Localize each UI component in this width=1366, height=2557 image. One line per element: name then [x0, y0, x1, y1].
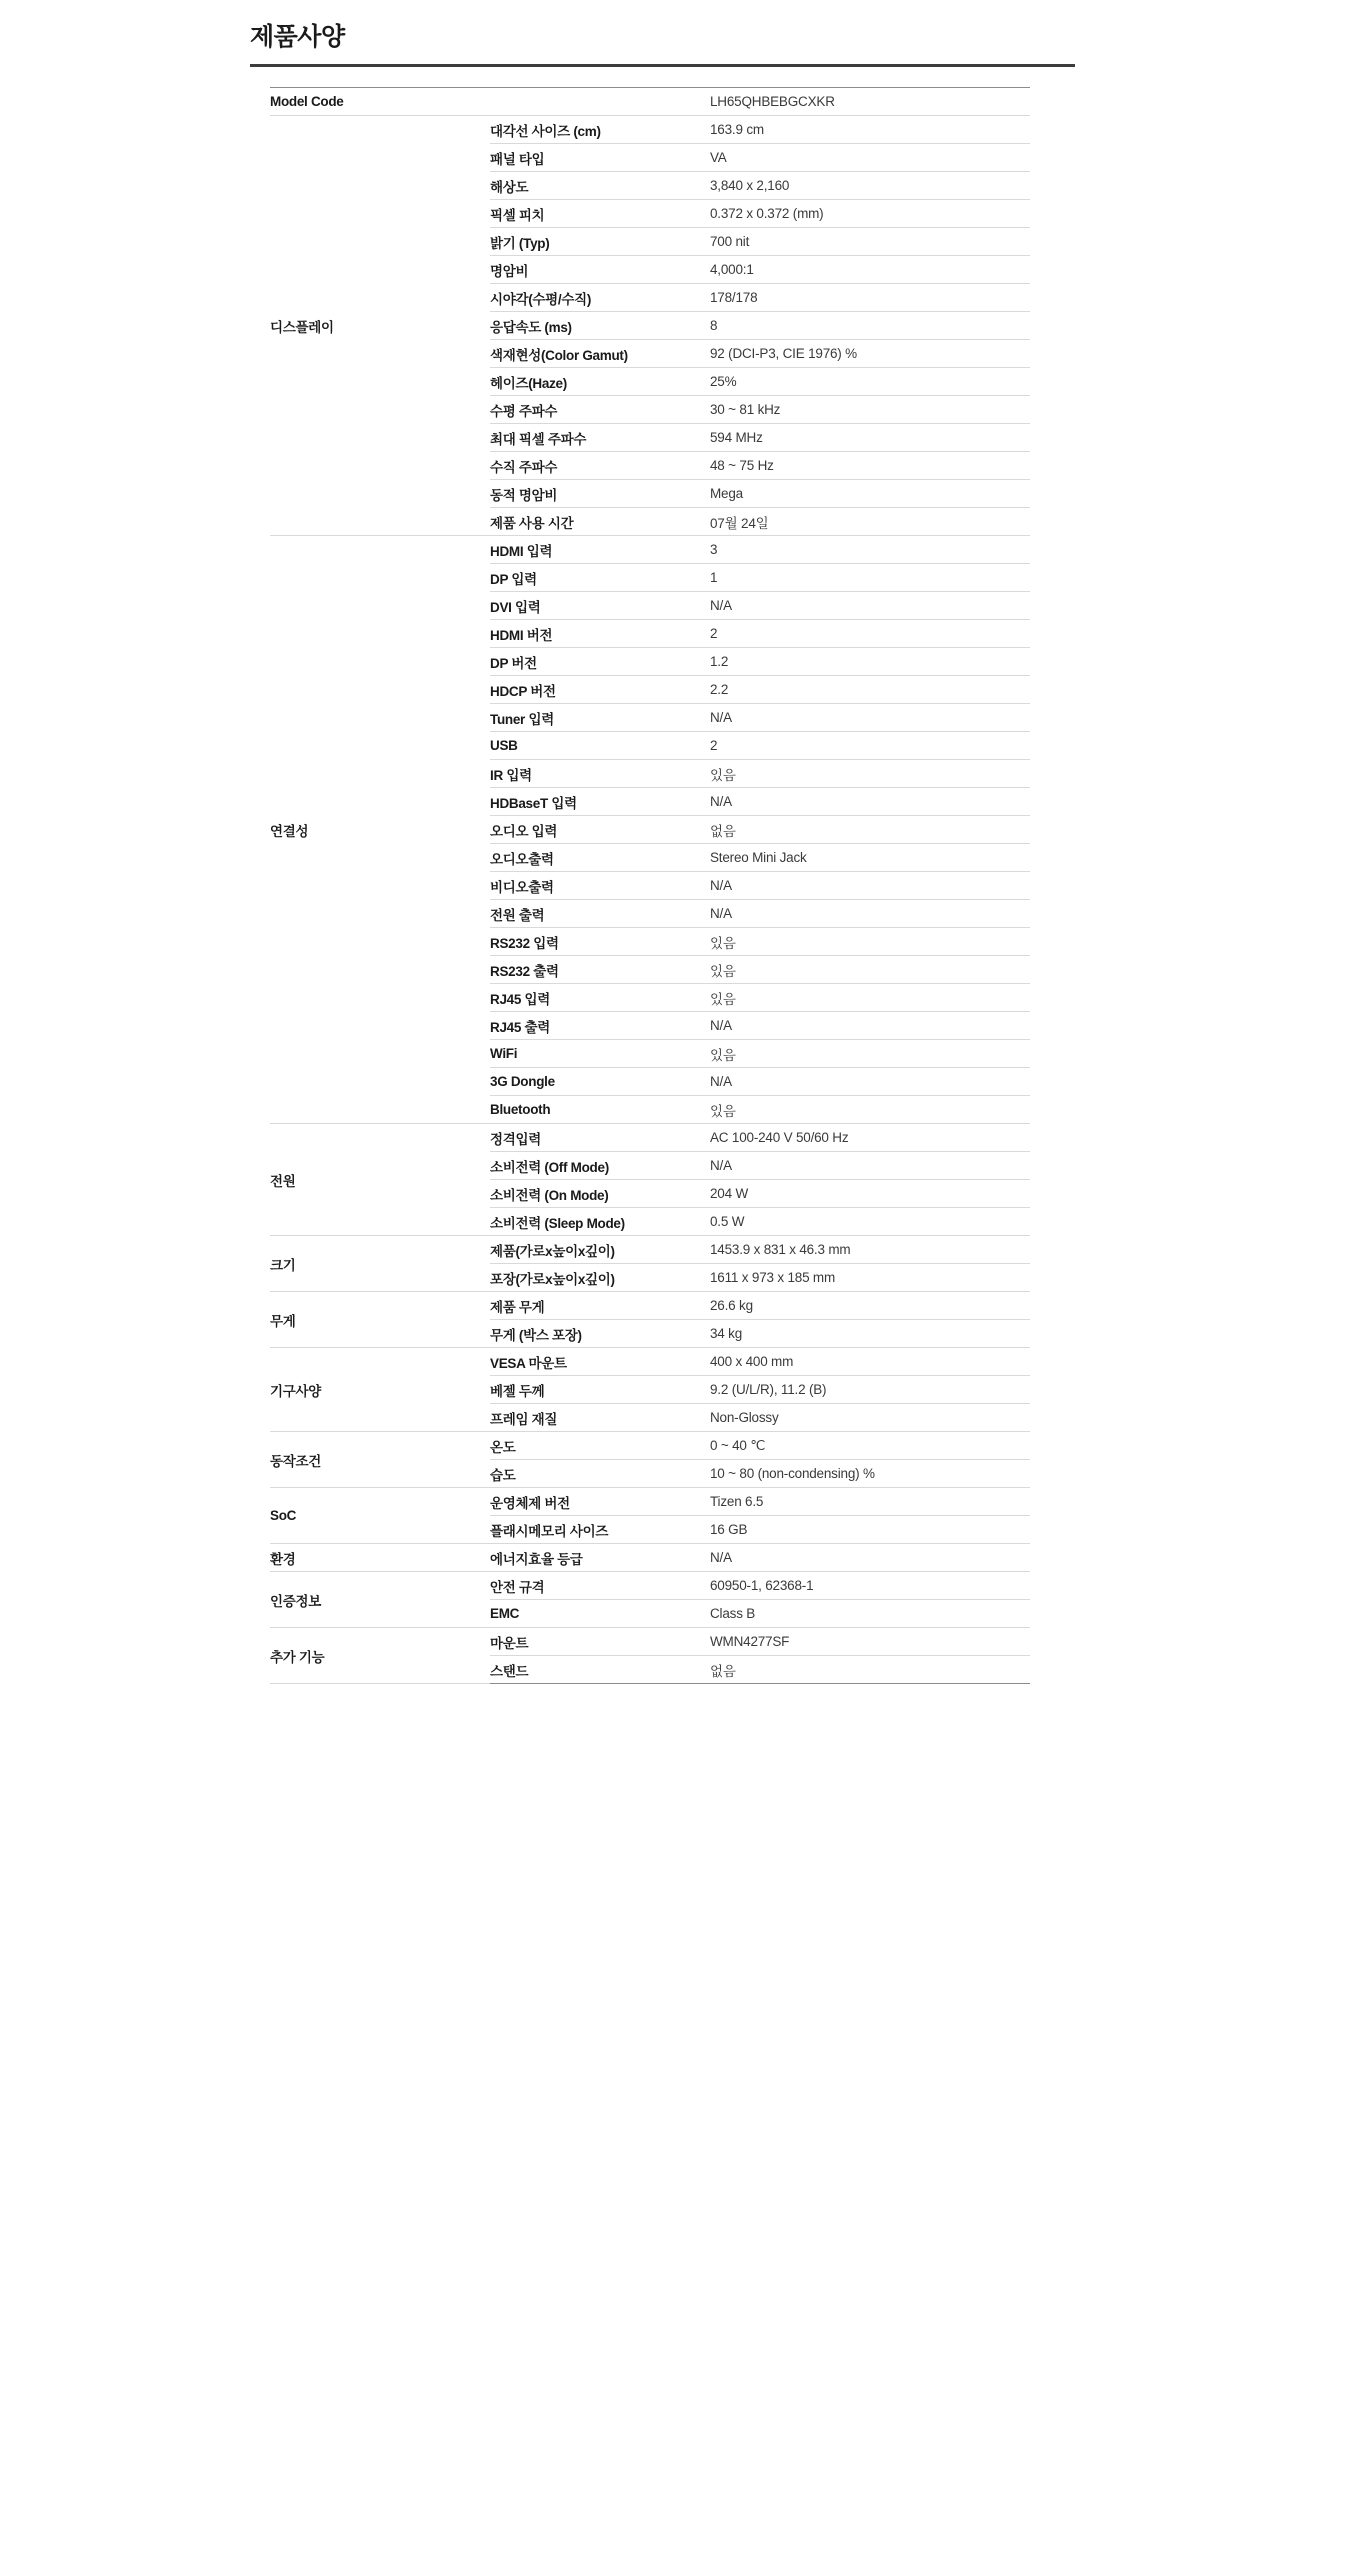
spec-label [490, 1348, 710, 1376]
spec-label-text: RS232 입력 [490, 935, 559, 951]
spec-label [490, 1404, 710, 1432]
spec-value-text: 178/178 [710, 290, 758, 305]
spec-value [710, 1264, 1030, 1292]
spec-category-text: 추가 기능 [270, 1649, 325, 1665]
spec-label-text: 대각선 사이즈 (cm) [490, 123, 601, 139]
spec-label [490, 228, 710, 256]
spec-value-text: 1453.9 x 831 x 46.3 mm [710, 1242, 851, 1257]
table-row [270, 1432, 1030, 1460]
spec-label [490, 872, 710, 900]
spec-label [490, 1432, 710, 1460]
table-row [270, 1124, 1030, 1152]
spec-value-text: 163.9 cm [710, 122, 764, 137]
spec-label [490, 536, 710, 564]
spec-value [710, 200, 1030, 228]
table-row [270, 536, 1030, 564]
spec-category [270, 1348, 490, 1432]
spec-value [710, 1404, 1030, 1432]
spec-label-text: Bluetooth [490, 1102, 551, 1117]
spec-category [270, 1572, 490, 1628]
spec-value [710, 452, 1030, 480]
spec-label [490, 592, 710, 620]
spec-value-text: AC 100-240 V 50/60 Hz [710, 1130, 849, 1145]
spec-value [710, 368, 1030, 396]
spec-label [490, 396, 710, 424]
spec-category [270, 1124, 490, 1236]
table-row [270, 1572, 1030, 1600]
spec-value-text: 0.372 x 0.372 (mm) [710, 206, 824, 221]
table-row [270, 116, 1030, 144]
spec-value [710, 1236, 1030, 1264]
spec-category-text: 기구사양 [270, 1383, 321, 1399]
spec-category-text: 디스플레이 [270, 319, 334, 335]
spec-label-text: 오디오출력 [490, 851, 554, 867]
spec-label-text: 습도 [490, 1467, 516, 1483]
spec-value [710, 340, 1030, 368]
spec-label-text: 운영체제 버전 [490, 1495, 570, 1511]
spec-value-text: Non-Glossy [710, 1410, 779, 1425]
spec-value-text: 있음 [710, 991, 736, 1007]
table-row [270, 88, 1030, 116]
spec-value-text: VA [710, 150, 727, 165]
spec-value-text: 10 ~ 80 (non-condensing) % [710, 1466, 875, 1481]
spec-label-text: 소비전력 (Sleep Mode) [490, 1215, 625, 1231]
spec-value-text: N/A [710, 1018, 732, 1033]
spec-value [710, 592, 1030, 620]
spec-label [490, 984, 710, 1012]
spec-label-text: Model Code [270, 94, 344, 109]
spec-label-text: 수직 주파수 [490, 459, 558, 475]
spec-category [270, 1432, 490, 1488]
spec-category [270, 1488, 490, 1544]
title-area [0, 0, 1366, 52]
spec-label [490, 368, 710, 396]
table-row [270, 1488, 1030, 1516]
spec-value [710, 480, 1030, 508]
spec-label [490, 1600, 710, 1628]
spec-label-text: 포장(가로x높이x깊이) [490, 1271, 615, 1287]
spec-value [710, 928, 1030, 956]
spec-value-text: 있음 [710, 1047, 736, 1063]
spec-label-text: 마운트 [490, 1635, 529, 1651]
spec-category-text: 무게 [270, 1313, 296, 1329]
spec-value [710, 564, 1030, 592]
spec-value-text: 8 [710, 318, 718, 333]
spec-value [710, 508, 1030, 536]
spec-label [490, 704, 710, 732]
spec-table [270, 87, 1030, 1684]
spec-label [490, 1460, 710, 1488]
spec-label [490, 1516, 710, 1544]
spec-value-text: 4,000:1 [710, 262, 754, 277]
spec-label-text: 픽셀 피치 [490, 207, 545, 223]
spec-label [490, 508, 710, 536]
spec-label [490, 1236, 710, 1264]
spec-label-text: 베젤 두께 [490, 1383, 545, 1399]
spec-value [710, 1432, 1030, 1460]
spec-value-text: 60950-1, 62368-1 [710, 1578, 814, 1593]
spec-category [270, 116, 490, 536]
spec-value [710, 172, 1030, 200]
spec-label [490, 1068, 710, 1096]
spec-label [490, 760, 710, 788]
spec-label-text: 플래시메모리 사이즈 [490, 1523, 609, 1539]
spec-value-text: 30 ~ 81 kHz [710, 402, 781, 417]
spec-label-text: 정격입력 [490, 1131, 541, 1147]
spec-value-text: 1 [710, 570, 718, 585]
spec-label [490, 116, 710, 144]
spec-value-text: 400 x 400 mm [710, 1354, 794, 1369]
table-row [270, 1348, 1030, 1376]
spec-value [710, 872, 1030, 900]
spec-value-text: 3,840 x 2,160 [710, 178, 790, 193]
spec-label [490, 1628, 710, 1656]
spec-value [710, 788, 1030, 816]
spec-label [490, 424, 710, 452]
spec-category [270, 1544, 490, 1572]
spec-value-text: 3 [710, 542, 718, 557]
spec-value-text: 25% [710, 374, 737, 389]
spec-value-text: 있음 [710, 963, 736, 979]
spec-category [270, 1236, 490, 1292]
spec-label [490, 256, 710, 284]
spec-value-text: N/A [710, 794, 732, 809]
spec-value-text: N/A [710, 878, 732, 893]
spec-label-text: 응답속도 (ms) [490, 319, 572, 335]
spec-value [710, 984, 1030, 1012]
spec-label-text: RS232 출력 [490, 963, 559, 979]
spec-value [710, 1600, 1030, 1628]
spec-category-text: 크기 [270, 1257, 296, 1273]
spec-value-text: N/A [710, 906, 732, 921]
spec-category-text: 인증정보 [270, 1593, 321, 1609]
spec-label [490, 312, 710, 340]
title-divider [250, 64, 1075, 67]
spec-label-text: 헤이즈(Haze) [490, 375, 567, 391]
spec-value-text: LH65QHBEBGCXKR [710, 94, 835, 109]
spec-label-text: 무게 (박스 포장) [490, 1327, 582, 1343]
spec-value [710, 648, 1030, 676]
spec-value [710, 844, 1030, 872]
spec-label-text: 비디오출력 [490, 879, 554, 895]
spec-value [710, 1544, 1030, 1572]
spec-value-text: N/A [710, 1158, 732, 1173]
spec-value-text: 2 [710, 626, 718, 641]
spec-table-container [270, 87, 1030, 1684]
spec-value-text: 있음 [710, 767, 736, 783]
spec-value-text: 26.6 kg [710, 1298, 753, 1313]
spec-label-text: 색재현성(Color Gamut) [490, 347, 628, 363]
spec-label-text: 제품 사용 시간 [490, 515, 574, 531]
spec-label-text: Tuner 입력 [490, 711, 554, 727]
spec-label-text: 전원 출력 [490, 907, 545, 923]
spec-value [710, 1096, 1030, 1124]
spec-value [710, 900, 1030, 928]
spec-label [490, 284, 710, 312]
spec-value-text: 없음 [710, 1663, 736, 1679]
spec-label-text: 해상도 [490, 179, 529, 195]
spec-label [490, 1544, 710, 1572]
spec-value-text: N/A [710, 710, 732, 725]
spec-label-text: DP 버전 [490, 655, 537, 671]
spec-value [710, 1488, 1030, 1516]
spec-label [490, 844, 710, 872]
spec-label [270, 88, 710, 116]
spec-label-text: 시야각(수평/수직) [490, 291, 592, 307]
spec-category [270, 536, 490, 1124]
spec-value [710, 1320, 1030, 1348]
table-row [270, 1628, 1030, 1656]
spec-label [490, 956, 710, 984]
spec-label [490, 480, 710, 508]
spec-category-text: SoC [270, 1508, 297, 1523]
spec-value [710, 1628, 1030, 1656]
spec-label-text: 밝기 (Typ) [490, 235, 550, 251]
spec-label-text: HDCP 버전 [490, 683, 556, 699]
spec-label [490, 564, 710, 592]
spec-value [710, 1208, 1030, 1236]
spec-value [710, 732, 1030, 760]
spec-value-text: 있음 [710, 1103, 736, 1119]
spec-label [490, 1292, 710, 1320]
spec-value [710, 956, 1030, 984]
spec-value-text: N/A [710, 1074, 732, 1089]
spec-label [490, 144, 710, 172]
spec-label-text: EMC [490, 1606, 520, 1621]
spec-label-text: HDMI 입력 [490, 543, 553, 559]
spec-value [710, 1656, 1030, 1684]
page-title: 제품사양 [250, 23, 345, 51]
spec-label-text: RJ45 출력 [490, 1019, 551, 1035]
spec-value-text: 700 nit [710, 234, 750, 249]
spec-value [710, 1348, 1030, 1376]
spec-label-text: 제품 무게 [490, 1299, 545, 1315]
spec-label-text: HDBaseT 입력 [490, 795, 577, 811]
spec-value [710, 760, 1030, 788]
spec-label [490, 1208, 710, 1236]
table-row [270, 1292, 1030, 1320]
spec-label [490, 1656, 710, 1684]
spec-label-text: 3G Dongle [490, 1074, 555, 1089]
spec-label-text: IR 입력 [490, 767, 532, 783]
spec-value [710, 536, 1030, 564]
spec-value [710, 88, 1030, 116]
spec-label [490, 172, 710, 200]
spec-label-text: 제품(가로x높이x깊이) [490, 1243, 615, 1259]
spec-value-text: 16 GB [710, 1522, 748, 1537]
spec-value [710, 396, 1030, 424]
spec-category-text: 환경 [270, 1551, 296, 1567]
spec-label [490, 1180, 710, 1208]
spec-value [710, 1180, 1030, 1208]
spec-label-text: 스탠드 [490, 1663, 529, 1679]
spec-label-text: 소비전력 (Off Mode) [490, 1159, 609, 1175]
spec-label [490, 900, 710, 928]
spec-label-text: 오디오 입력 [490, 823, 558, 839]
spec-value [710, 1124, 1030, 1152]
spec-label [490, 1320, 710, 1348]
spec-category [270, 1292, 490, 1348]
spec-label [490, 340, 710, 368]
table-row [270, 1544, 1030, 1572]
spec-label [490, 928, 710, 956]
spec-value-text: 1.2 [710, 654, 729, 669]
spec-label-text: 명암비 [490, 263, 529, 279]
spec-value [710, 312, 1030, 340]
spec-value [710, 1516, 1030, 1544]
spec-label [490, 1264, 710, 1292]
spec-value-text: WMN4277SF [710, 1634, 790, 1649]
spec-value-text: 0 ~ 40 ℃ [710, 1437, 766, 1453]
spec-label-text: 동적 명암비 [490, 487, 558, 503]
spec-table-body [270, 88, 1030, 1684]
spec-label-text: 안전 규격 [490, 1579, 545, 1595]
spec-label [490, 816, 710, 844]
spec-value-text: 34 kg [710, 1326, 743, 1341]
spec-value-text: 있음 [710, 935, 736, 951]
spec-category-text: 동작조건 [270, 1453, 321, 1469]
spec-value [710, 256, 1030, 284]
spec-value-text: 594 MHz [710, 430, 763, 445]
spec-value [710, 1152, 1030, 1180]
spec-value [710, 228, 1030, 256]
spec-label-text: DVI 입력 [490, 599, 541, 615]
spec-value-text: Class B [710, 1606, 756, 1621]
spec-value-text: 204 W [710, 1186, 749, 1201]
spec-label [490, 200, 710, 228]
spec-value [710, 676, 1030, 704]
spec-label-text: 프레임 재질 [490, 1411, 558, 1427]
spec-value-text: 2.2 [710, 682, 729, 697]
spec-label [490, 676, 710, 704]
spec-value-text: 1611 x 973 x 185 mm [710, 1270, 836, 1285]
spec-value-text: N/A [710, 598, 732, 613]
spec-value [710, 116, 1030, 144]
spec-label-text: WiFi [490, 1046, 518, 1061]
spec-label [490, 1012, 710, 1040]
spec-value [710, 620, 1030, 648]
spec-label-text: 수평 주파수 [490, 403, 558, 419]
table-row [270, 1236, 1030, 1264]
spec-value [710, 144, 1030, 172]
spec-value-text: 07월 24일 [710, 515, 769, 531]
spec-value-text: Stereo Mini Jack [710, 850, 807, 865]
spec-value [710, 284, 1030, 312]
spec-value-text: 0.5 W [710, 1214, 745, 1229]
spec-value [710, 1040, 1030, 1068]
spec-label [490, 620, 710, 648]
spec-label [490, 648, 710, 676]
spec-label-text: 온도 [490, 1439, 516, 1455]
spec-label-text: HDMI 버전 [490, 627, 553, 643]
spec-category-text: 연결성 [270, 823, 309, 839]
spec-label [490, 1124, 710, 1152]
spec-value-text: 48 ~ 75 Hz [710, 458, 774, 473]
spec-value-text: Tizen 6.5 [710, 1494, 764, 1509]
spec-label-text: 최대 픽셀 주파수 [490, 431, 587, 447]
spec-label [490, 452, 710, 480]
spec-value-text: 2 [710, 738, 718, 753]
spec-value [710, 1292, 1030, 1320]
spec-label-text: USB [490, 738, 518, 753]
spec-value [710, 1460, 1030, 1488]
spec-value [710, 1068, 1030, 1096]
spec-label [490, 788, 710, 816]
spec-label [490, 732, 710, 760]
spec-label-text: VESA 마운트 [490, 1355, 567, 1371]
spec-category [270, 1628, 490, 1684]
spec-category-text: 전원 [270, 1173, 296, 1189]
spec-label-text: 에너지효율 등급 [490, 1551, 583, 1567]
spec-label-text: 패널 타입 [490, 151, 545, 167]
spec-label [490, 1488, 710, 1516]
spec-label-text: DP 입력 [490, 571, 537, 587]
spec-label [490, 1152, 710, 1180]
spec-label [490, 1376, 710, 1404]
spec-value-text: 9.2 (U/L/R), 11.2 (B) [710, 1382, 827, 1397]
spec-value-text: 없음 [710, 823, 736, 839]
spec-label [490, 1096, 710, 1124]
spec-value [710, 704, 1030, 732]
spec-value [710, 424, 1030, 452]
spec-value-text: 92 (DCI-P3, CIE 1976) % [710, 346, 857, 361]
spec-label [490, 1572, 710, 1600]
spec-value-text: N/A [710, 1550, 732, 1565]
spec-value [710, 1012, 1030, 1040]
spec-value-text: Mega [710, 486, 743, 501]
spec-value [710, 1376, 1030, 1404]
spec-label-text: RJ45 입력 [490, 991, 551, 1007]
spec-label [490, 1040, 710, 1068]
spec-value [710, 1572, 1030, 1600]
spec-value [710, 816, 1030, 844]
spec-label-text: 소비전력 (On Mode) [490, 1187, 609, 1203]
